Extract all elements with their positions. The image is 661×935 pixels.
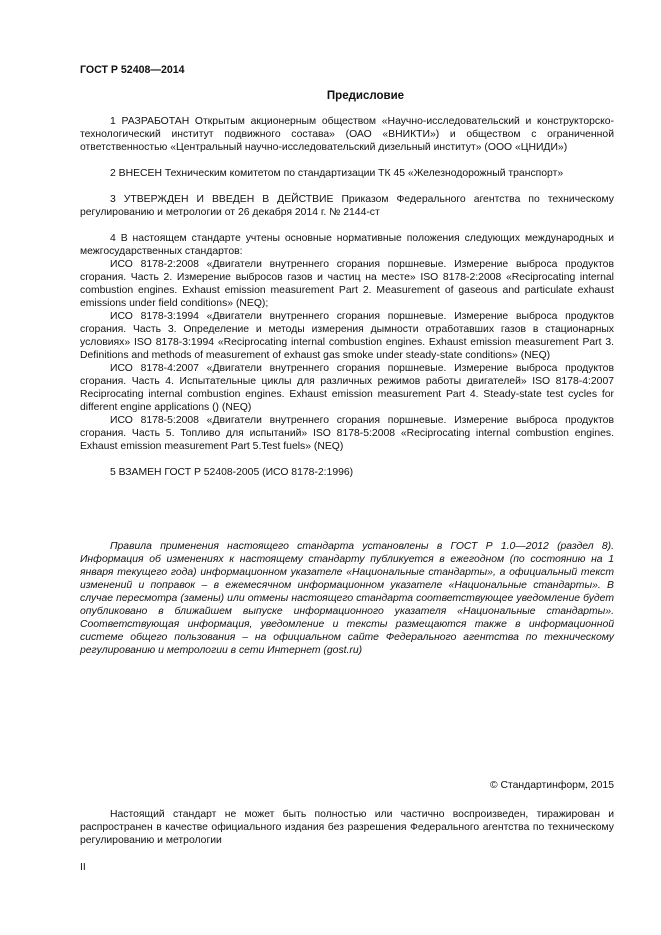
- paragraph-submitted-by: 2 ВНЕСЕН Техническим комитетом по стандартизации ТК 45 «Железнодорожный транспорт»: [110, 168, 564, 179]
- paragraph-developed-by: 1 РАЗРАБОТАН Открытым акционерным обществом «Научно-исследовательский и конструкторско-технологический институт подвижного состава» (ОАО «ВНИКТИ») и обществом с ограниченной ответственностью «Центральный научно-исследовательский дизельный институт» (ООО «ЦНИДИ»): [80, 116, 614, 153]
- paragraph-approved: 3 УТВЕРЖДЕН И ВВЕДЕН В ДЕЙСТВИЕ Приказом Федерального агентства по техническому регулированию и метрологии от 26 декабря 2014 г. № 2144-ст: [80, 194, 614, 218]
- application-rules-note: Правила применения настоящего стандарта установлены в ГОСТ Р 1.0—2012 (раздел 8). Информация об изменениях к настоящему стандарту публикуется в ежегодном (по состоянию на 1 января текущего года) информационном указателе «Национальные стандарты», а официальный текст изменений и поправок – в ежемесячном информационном указателе «Национальные стандарты». В случае пересмотра (замены) или отмены настоящего стандарта соответствующее уведомление будет опубликовано в ближайшем выпуске информационного указателя «Национальные стандарты». Соответствующая информация, уведомление и тексты размещаются также в информационной системе общего пользования – на официальном сайте Федерального агентства по техническому регулированию и метрологии в сети Интернет (gost.ru): [80, 541, 614, 656]
- paragraph-standards-considered: 4 В настоящем стандарте учтены основные нормативные положения следующих международных и межгосударственных стандартов:: [80, 233, 614, 257]
- page-number: II: [80, 862, 86, 873]
- copyright-line: © Стандартинформ, 2015: [489, 780, 614, 791]
- foreword-content: [80, 115, 614, 479]
- page-title: Предисловие: [326, 90, 405, 102]
- paragraph-iso-8178-4: ИСО 8178-4:2007 «Двигатели внутреннего сгорания поршневые. Измерение выброса продуктов сгорания. Часть 4. Испытательные циклы для различных режимов работы двигателей» ISO 8178-4:2007 Reciprocating internal combustion engines. Exhaust emission measurement Part 4. Steady-state test cycles for different engine applications () (NEQ): [80, 363, 614, 413]
- paragraph-iso-8178-5: ИСО 8178-5:2008 «Двигатели внутреннего сгорания поршневые. Измерение выброса продуктов сгорания. Часть 5. Топливо для испытаний» ISO 8178-5:2008 «Reciprocating internal combustion engines. Exhaust emission measurement Part 5.Test fuels» (NEQ): [80, 415, 614, 452]
- reproduction-notice: Настоящий стандарт не может быть полностью или частично воспроизведен, тиражирован и распространен в качестве официального издания без разрешения Федерального агентства по техническому регулированию и метрологии: [80, 809, 614, 846]
- document-id-header: ГОСТ Р 52408—2014: [80, 64, 185, 76]
- paragraph-iso-8178-2: ИСО 8178-2:2008 «Двигатели внутреннего сгорания поршневые. Измерение выброса продуктов сгорания. Часть 2. Измерение выбросов газов и частиц на месте» ISO 8178-2:2008 «Reciprocating internal combustion engines. Exhaust emission measurement Part 2. Measurement of gaseous and particulate exhaust emissions under field conditions» (NEQ);: [80, 259, 614, 309]
- paragraph-replaces: 5 ВЗАМЕН ГОСТ Р 52408-2005 (ИСО 8178-2:1996): [110, 467, 354, 478]
- paragraph-iso-8178-3: ИСО 8178-3:1994 «Двигатели внутреннего сгорания поршневые. Измерение выброса продуктов сгорания. Часть 3. Определение и методы измерения дымности отработавших газов в стационарных условиях» ISO 8178-3:1994 «Reciprocating internal combustion engines. Exhaust emission measurement Part 3. Definitions and methods of measurement of exhaust gas smoke under steady-state conditions» (NEQ): [80, 311, 614, 361]
